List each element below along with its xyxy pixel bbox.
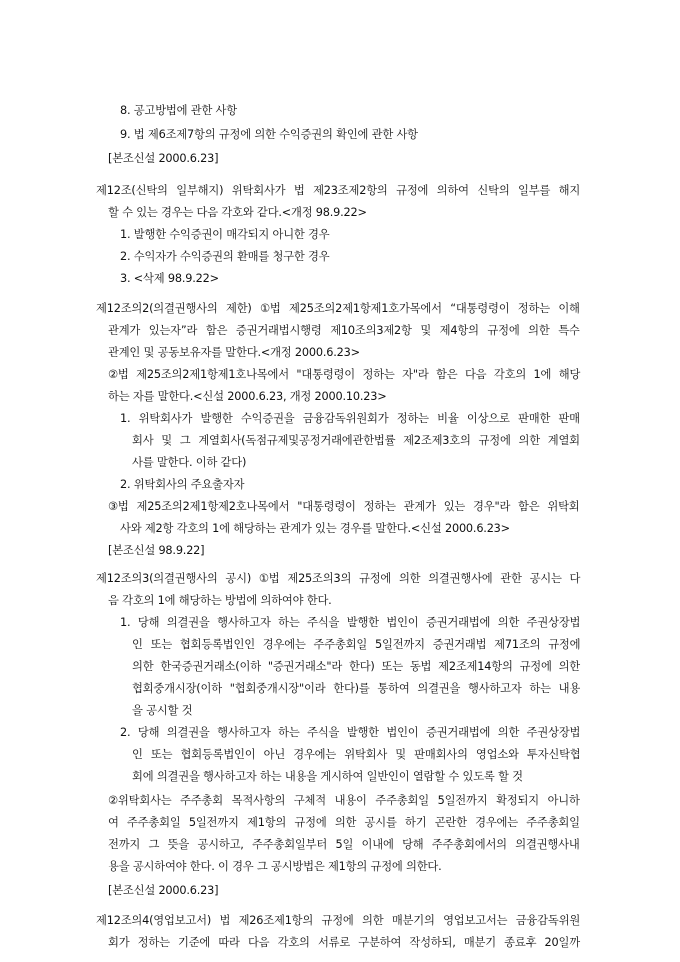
text-line: 제12조의3(의결권행사의 공시) ①법 제25조의3의 규정에 의한 의결권행사에 관한 공시는 다 <box>96 572 581 585</box>
text-line: 2. 위탁회사의 주요출자자 <box>120 478 245 491</box>
text-line: [본조신설 98.9.22] <box>108 544 205 557</box>
text-line: 1. 당해 의결권을 행사하고자 하는 주식을 발행한 법인이 증권거래법에 의한 주권상장법 <box>120 616 581 629</box>
text-line: 의한 한국증권거래소(이하 "증권거래소"라 한다) 또는 동법 제2조제14항의 규정에 의한 <box>132 660 581 673</box>
text-line: 용을 공시하여야 한다. 이 경우 그 공시방법은 제1항의 규정에 의한다. <box>108 860 442 873</box>
text-line: 3. <삭제 98.9.22> <box>120 272 219 285</box>
text-line: 관계가 있는자”라 함은 증권거래법시행령 제10조의3제2항 및 제4항의 규정에 의한 특수 <box>108 324 580 337</box>
text-line: 1. 발행한 수익증권이 매각되지 아니한 경우 <box>120 228 330 241</box>
text-line: ②법 제25조의2제1항제1호나목에서 "대통령령이 정하는 자"라 함은 다음 각호의 1에 해당 <box>108 368 581 381</box>
text-line: 하는 자를 말한다.<신설 2000.6.23, 개정 2000.10.23> <box>108 390 387 403</box>
text-line: 제12조의2(의결권행사의 제한) ①법 제25조의2제1항제1호가목에서 “대통령령이 정하는 이해 <box>96 302 580 315</box>
text-line: 사를 말한다. 이하 같다) <box>132 456 247 469</box>
text-line: [본조신설 2000.6.23] <box>108 884 219 897</box>
text-line: 제12조(신탁의 일부해지) 위탁회사가 법 제23조제2항의 규정에 의하여 신탁의 일부를 해지 <box>96 184 581 197</box>
text-line: 회가 정하는 기준에 따라 다음 각호의 서류로 구분하여 작성하되, 매분기 종료후 20일까 <box>108 936 580 949</box>
text-line: 9. 법 제6조제7항의 규정에 의한 수익증권의 확인에 관한 사항 <box>120 128 418 141</box>
text-line: 1. 위탁회사가 발행한 수익증권을 금융감독위원회가 정하는 비율 이상으로 판매한 판매 <box>120 412 580 425</box>
text-line: 을 공시할 것 <box>132 704 193 717</box>
text-line: ③법 제25조의2제1항제2호나목에서 "대통령령이 정하는 관계가 있는 경우"라 함은 위탁회 <box>108 500 580 513</box>
text-line: 할 수 있는 경우는 다음 각호와 같다.<개정 98.9.22> <box>108 206 367 219</box>
text-line: 인 또는 협회등록법인이 아닌 경우에는 위탁회사 및 판매회사의 영업소와 투자신탁협 <box>132 748 581 761</box>
text-line: 8. 공고방법에 관한 사항 <box>120 104 237 117</box>
text-line: 관계인 및 공동보유자를 말한다.<개정 2000.6.23> <box>108 346 360 359</box>
text-line: 회사 및 그 계열회사(독점규제및공정거래에관한법률 제2조제3호의 규정에 의한 계열회 <box>132 434 580 447</box>
text-line: 전까지 그 뜻을 공시하고, 주주총회일부터 5일 이내에 당해 주주총회에서의 의결권행사내 <box>108 838 580 851</box>
text-line: 인 또는 협회등록법인인 경우에는 주주총회일 5일전까지 증권거래법 제71조의 규정에 <box>132 638 581 651</box>
text-line: 회에 의결권을 행사하고자 하는 내용을 게시하여 일반인이 열람할 수 있도록 할 것 <box>132 770 523 783</box>
text-line: 2. 당해 의결권을 행사하고자 하는 주식을 발행한 법인이 증권거래법에 의한 주권상장법 <box>120 726 581 739</box>
text-line: 2. 수익자가 수익증권의 환매를 청구한 경우 <box>120 250 330 263</box>
text-line: 사와 제2항 각호의 1에 해당하는 관계가 있는 경우를 말한다.<신설 2000.6.23> <box>120 522 510 535</box>
text-line: 협회중개시장(이하 "협회중개시장"이라 한다)를 통하여 의결권을 행사하고자 하는 내용 <box>132 682 581 695</box>
text-line: 음 각호의 1에 해당하는 방법에 의하여야 한다. <box>108 594 332 607</box>
text-line: 제12조의4(영업보고서) 법 제26조제1항의 규정에 의한 매분기의 영업보고서는 금융감독위원 <box>96 914 581 927</box>
text-line: [본조신설 2000.6.23] <box>108 152 219 165</box>
text-line: ②위탁회사는 주주총회 목적사항의 구체적 내용이 주주총회일 5일전까지 확정되지 아니하 <box>108 794 580 807</box>
text-line: 여 주주총회일 5일전까지 제1항의 규정에 의한 공시를 하기 곤란한 경우에는 주주총회일 <box>108 816 580 829</box>
